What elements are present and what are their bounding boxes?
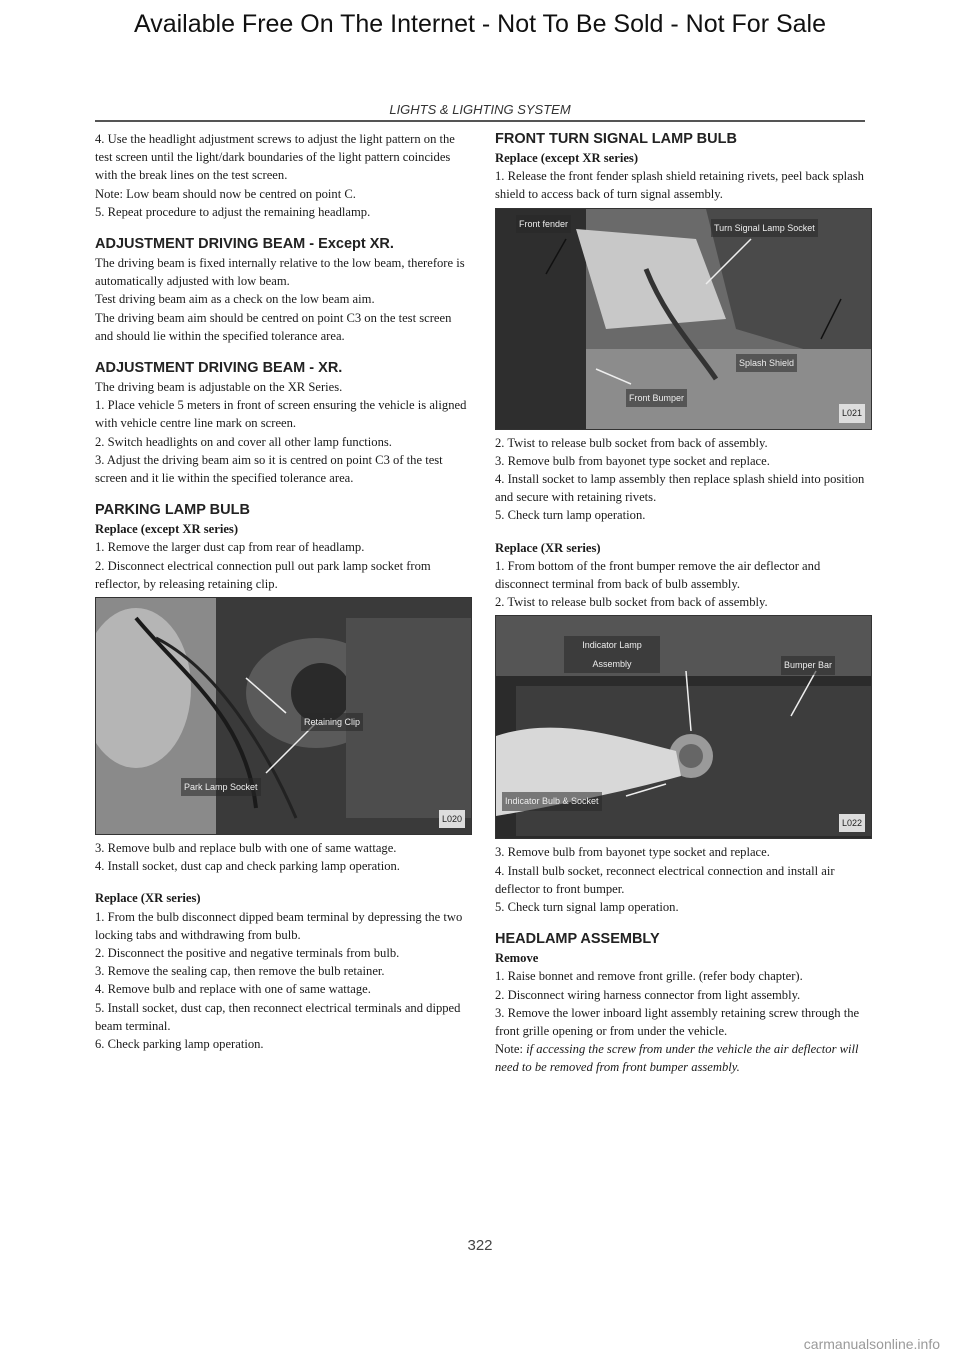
subheading: Replace (XR series): [495, 540, 601, 555]
paragraph: 1. From bottom of the front bumper remove the air deflector and disconnect terminal from back of bulb assembly.: [495, 558, 821, 592]
subheading: Replace (except XR series): [95, 522, 239, 537]
paragraph: 2. Twist to release bulb socket from back of assembly.: [495, 435, 768, 450]
photo-label: Front fender: [516, 215, 571, 233]
header-rule: [95, 120, 865, 122]
section-heading: HEADLAMP ASSEMBLY: [495, 931, 660, 948]
watermark: carmanualsonline.info: [803, 1336, 940, 1352]
paragraph: 3. Remove bulb and replace bulb with one of same wattage.: [95, 841, 397, 856]
photo-label: Indicator Bulb & Socket: [502, 792, 602, 810]
paragraph: The driving beam aim should be centred on point C3 on the test screen and should lie within the specified tolerance area.: [95, 310, 452, 343]
paragraph: 5. Check turn signal lamp operation.: [495, 900, 679, 915]
turn-signal-photo: [495, 208, 872, 430]
section-heading: ADJUSTMENT DRIVING BEAM - XR.: [95, 360, 343, 377]
paragraph: 4. Install socket to lamp assembly then replace splash shield into position and secure with retaining rivets.: [495, 472, 865, 505]
paragraph: 1. Place vehicle 5 meters in front of screen ensuring the vehicle is aligned with vehicle centre line mark on screen.: [95, 398, 467, 431]
section-heading: PARKING LAMP BULB: [95, 502, 250, 519]
section-heading: ADJUSTMENT DRIVING BEAM - Except XR.: [95, 236, 394, 253]
paragraph: 5. Install socket, dust cap, then reconnect electrical terminals and dipped beam terminal.: [95, 1000, 461, 1033]
figure-code: L022: [839, 814, 865, 832]
paragraph: 3. Remove the sealing cap, then remove the bulb retainer.: [95, 964, 385, 979]
paragraph: 3. Remove the lower inboard light assembly retaining screw through the front grille opening or from under the vehicle.: [495, 1005, 860, 1039]
paragraph: 5. Check turn lamp operation.: [495, 508, 646, 523]
paragraph: 5. Repeat procedure to adjust the remaining headlamp.: [95, 204, 371, 219]
photo-label: Bumper Bar: [781, 656, 835, 674]
subheading: Remove: [495, 951, 539, 966]
note-label: Note:: [495, 1042, 523, 1057]
note-text: if accessing the screw from under the vehicle the air deflector will need to be removed from front bumper assembly.: [495, 1042, 859, 1075]
note: [495, 1040, 870, 1076]
paragraph: 3. Remove bulb from bayonet type socket and replace.: [495, 845, 770, 860]
paragraph: The driving beam is adjustable on the XR Series.: [95, 380, 343, 395]
photo-label: Front Bumper: [626, 389, 687, 407]
paragraph: 2. Twist to release bulb socket from back of assembly.: [495, 595, 768, 610]
paragraph: 1. Remove the larger dust cap from rear of headlamp.: [95, 540, 365, 555]
photo-label: Park Lamp Socket: [181, 778, 261, 796]
paragraph: Test driving beam aim as a check on the low beam aim.: [95, 292, 375, 307]
figure-code: L020: [439, 810, 465, 828]
subheading: Replace (except XR series): [495, 151, 639, 165]
paragraph: 3. Remove bulb from bayonet type socket and replace.: [495, 453, 770, 468]
xr-indicator-photo: [495, 615, 872, 839]
section-heading: FRONT TURN SIGNAL LAMP BULB: [495, 131, 737, 147]
paragraph: 2. Disconnect wiring harness connector from light assembly.: [495, 987, 801, 1002]
paragraph: 6. Check parking lamp operation.: [95, 1037, 264, 1052]
paragraph: 1. Raise bonnet and remove front grille. (refer body chapter).: [495, 969, 803, 984]
right-column: [495, 130, 870, 1077]
paragraph: 4. Use the headlight adjustment screws to adjust the light pattern on the test screen until the light/dark boundaries of the light pattern coincides with the break lines on the test screen.: [95, 132, 455, 183]
paragraph: 2. Disconnect electrical connection pull out park lamp socket from reflector, by releasing retaining clip.: [95, 558, 431, 591]
photo-label: Retaining Clip: [301, 713, 363, 731]
note: Note: Low beam should now be centred on point C.: [95, 186, 356, 201]
photo-label: Splash Shield: [736, 354, 797, 372]
paragraph: 4. Install socket, dust cap and check parking lamp operation.: [95, 859, 400, 874]
paragraph: 3. Adjust the driving beam aim so it is centred on point C3 of the test screen and it lie within the specified tolerance area.: [95, 452, 443, 486]
paragraph: 1. Release the front fender splash shield retaining rivets, peel back splash shield to access back of turn signal assembly.: [495, 169, 864, 202]
photo-label: Turn Signal Lamp Socket: [711, 219, 818, 237]
page-number: 322: [467, 1237, 493, 1254]
paragraph: 2. Switch headlights on and cover all other lamp functions.: [95, 434, 392, 449]
paragraph: The driving beam is fixed internally relative to the low beam, therefore is automatically adjusted with low beam.: [95, 256, 465, 289]
subheading: Replace (XR series): [95, 891, 201, 906]
photo-label: Indicator Lamp Assembly: [564, 636, 660, 672]
banner-text: Available Free On The Internet - Not To Be Sold - Not For Sale: [133, 10, 827, 38]
paragraph: 1. From the bulb disconnect dipped beam terminal by depressing the two locking tabs and withdrawing from bulb.: [95, 909, 463, 942]
paragraph: 4. Remove bulb and replace with one of same wattage.: [95, 982, 371, 997]
park-lamp-photo: [95, 597, 472, 835]
figure-code: L021: [839, 404, 865, 422]
left-column: [95, 130, 470, 1053]
paragraph: 2. Disconnect the positive and negative terminals from bulb.: [95, 946, 400, 961]
paragraph: 4. Install bulb socket, reconnect electrical connection and install air deflector to front bumper.: [495, 863, 835, 896]
running-head: LIGHTS & LIGHTING SYSTEM: [389, 102, 571, 117]
